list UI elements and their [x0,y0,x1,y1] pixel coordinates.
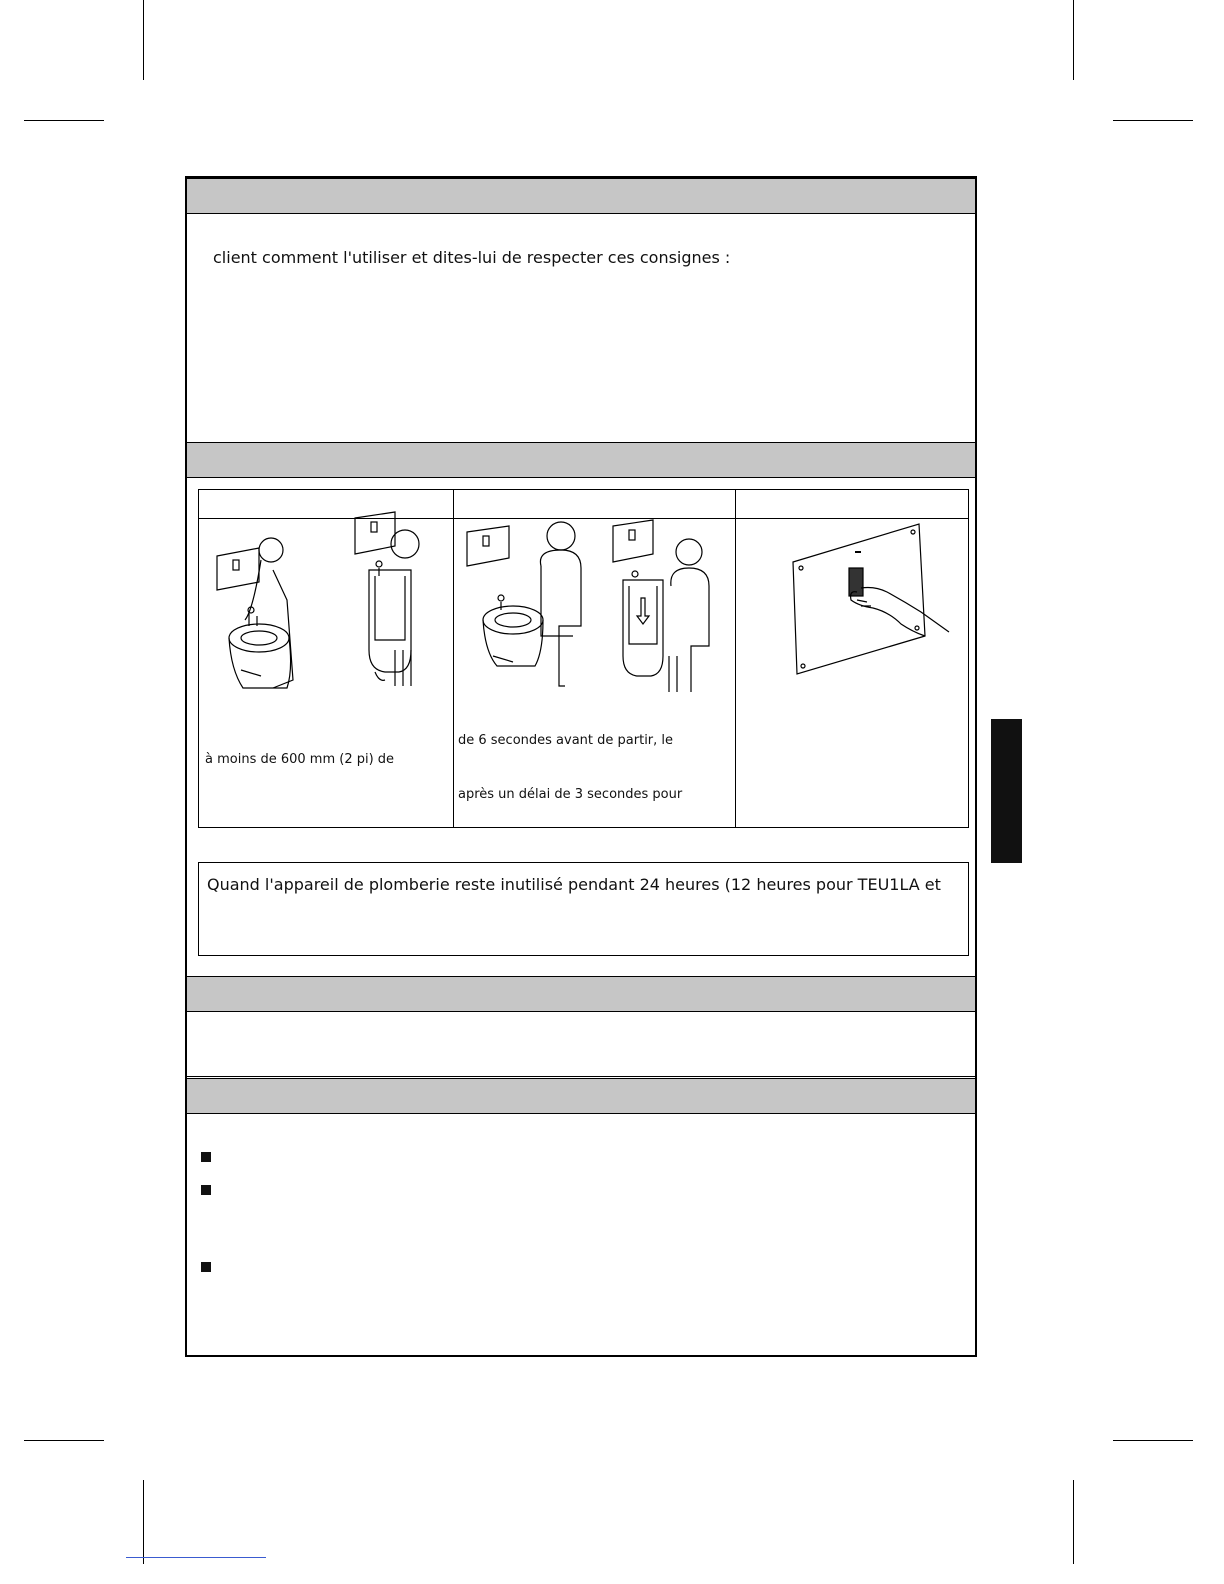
crop-mark-bottom-right-h [1113,1440,1193,1441]
step2-text-1: de 6 secondes avant de partir, le [458,733,674,748]
steps-table [198,489,969,828]
section-header-band-1 [187,178,975,214]
intro-text: client comment l'utiliser et dites-lui de respecter ces consignes : [213,248,731,267]
step1-text: à moins de 600 mm (2 pi) de [205,752,395,767]
person-urinal-illustration [609,516,721,696]
crop-mark-top-left-h [24,120,104,121]
crop-mark-top-left-v [143,0,144,80]
person-toilet-illustration [463,516,593,696]
steps-col-divider-2 [735,490,736,827]
crop-mark-top-right-h [1113,120,1193,121]
section-side-tab [991,719,1022,863]
instruction-frame [185,176,977,1357]
hand-button-illustration [789,520,959,680]
section-divider [187,1076,975,1077]
steps-col-divider-1 [453,490,454,827]
note-text: Quand l'appareil de plomberie reste inutilisé pendant 24 heures (12 heures pour TEU1LA et [207,875,941,894]
crop-mark-bottom-left-h [24,1440,104,1441]
crop-mark-top-right-v [1073,0,1074,80]
section-header-band-2 [187,442,975,478]
footer-link-underline [126,1557,266,1558]
crop-mark-bottom-left-v [143,1480,144,1564]
note-box [198,862,969,956]
urinal-sensor-illustration [349,510,449,690]
crop-mark-bottom-right-v [1073,1480,1074,1564]
section-header-band-4 [187,1078,975,1114]
square-bullet-icon [201,1185,211,1195]
step2-text-2: après un délai de 3 secondes pour [458,787,683,802]
square-bullet-icon [201,1152,211,1162]
toilet-sensor-illustration [213,530,331,700]
square-bullet-icon [201,1262,211,1272]
section-header-band-3 [187,976,975,1012]
